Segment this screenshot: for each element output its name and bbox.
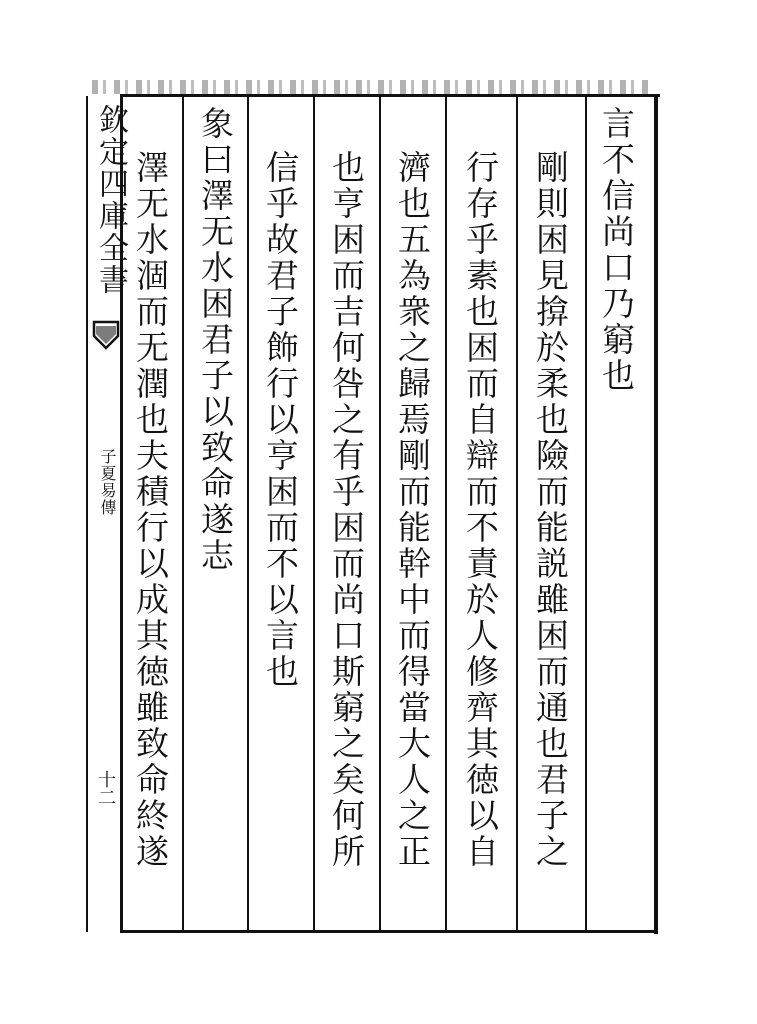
column-rule — [445, 94, 447, 932]
page-number: 十二 — [95, 770, 116, 806]
column-rule — [516, 94, 518, 932]
text-column-2: 剛則困見揜於柔也險而能説雖困而通也君子之 — [531, 150, 570, 870]
frame-bottom-border — [120, 930, 658, 933]
volume-title: 子夏易傳 — [98, 448, 117, 516]
text-column-6: 信乎故君子飾行以亨困而不以言也 — [261, 150, 300, 690]
text-column-5: 也亨困而吉何咎之有乎困而尚口斯窮之矣何所 — [327, 150, 366, 870]
column-rule — [182, 94, 184, 932]
frame-top-border — [120, 94, 660, 97]
text-column-3: 行存乎素也困而自辯而不責於人修齊其徳以自 — [461, 150, 500, 870]
column-rule — [379, 94, 381, 932]
column-rule — [247, 94, 249, 932]
text-column-1: 言不信尚口乃窮也 — [597, 106, 636, 394]
book-title: 欽定四庫全書 — [93, 104, 128, 296]
fish-tail-mark — [92, 318, 120, 364]
scan-edge-smudge — [92, 80, 652, 94]
column-rule — [585, 94, 587, 932]
column-rule — [313, 94, 315, 932]
text-column-7: 象曰澤无水困君子以致命遂志 — [196, 106, 235, 574]
text-column-8: 澤无水涸而无潤也夫積行以成其徳雖致命終遂 — [131, 150, 170, 870]
frame-right-border — [654, 94, 658, 934]
text-column-4: 濟也五為衆之歸焉剛而能幹中而得當大人之正 — [393, 150, 432, 870]
